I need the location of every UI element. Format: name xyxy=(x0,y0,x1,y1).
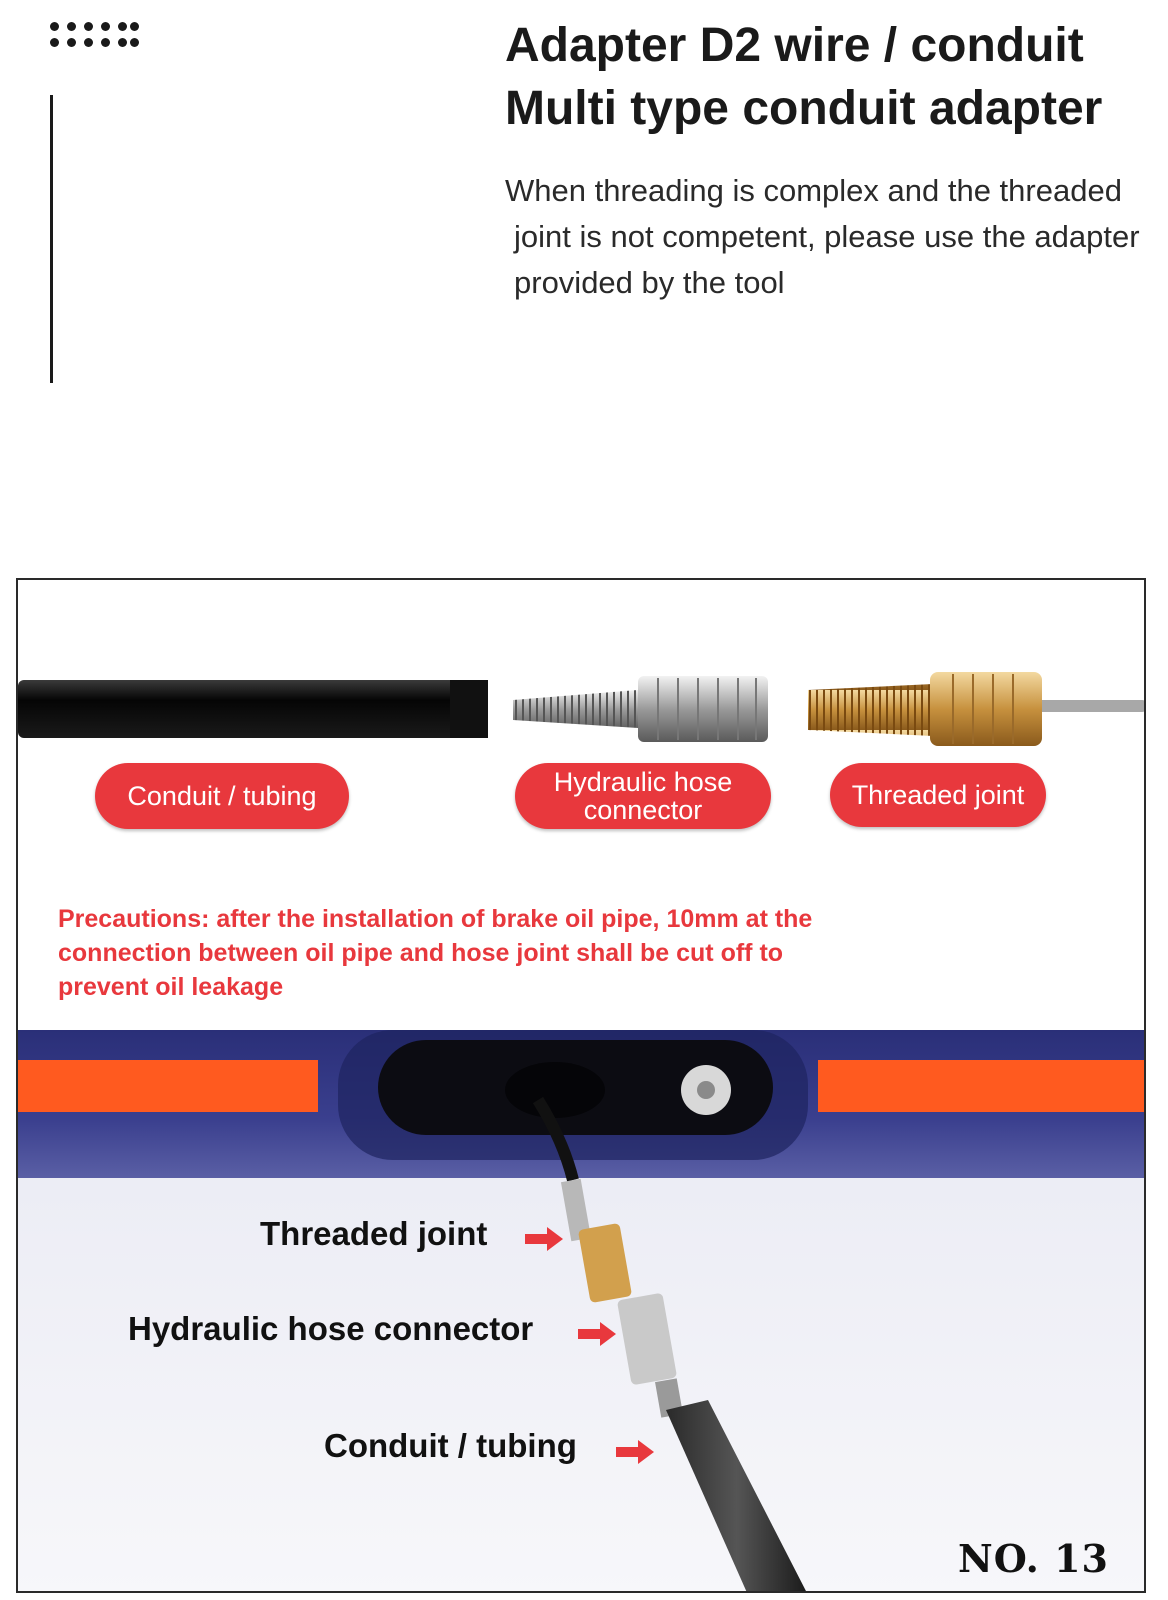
label-threaded-joint xyxy=(830,763,1046,827)
arrow-right-icon xyxy=(616,1440,656,1464)
arrow-right-icon xyxy=(578,1322,618,1346)
title-line-1: Adapter D2 wire / conduit xyxy=(505,19,1084,72)
desc-line-1: When threading is complex and the threaded xyxy=(505,173,1122,208)
callout-conduit-tubing xyxy=(324,1427,577,1465)
desc-line-3: provided by the tool xyxy=(514,265,785,300)
precaution-line-2: connection between oil pipe and hose joint shall be cut off to xyxy=(58,939,784,967)
conduit-tubing-image xyxy=(18,680,488,738)
precaution-line-3: prevent oil leakage xyxy=(58,973,284,1001)
arrow-right-icon xyxy=(525,1227,565,1251)
decorative-vertical-line xyxy=(50,95,53,383)
label-hydraulic-hose-connector xyxy=(515,763,771,829)
callout-hydraulic-hose-connector xyxy=(128,1310,533,1348)
label-hydraulic-line-1: Hydraulic hose xyxy=(553,767,733,797)
desc-line-2: joint is not competent, please use the adapter xyxy=(514,219,1140,254)
threaded-joint-image xyxy=(808,672,1146,746)
description xyxy=(505,168,1168,306)
title-line-2: Multi type conduit adapter xyxy=(505,82,1103,135)
dot-grid-icon xyxy=(50,22,142,56)
label-threaded-joint-text: Threaded joint xyxy=(851,780,1025,810)
precaution-line-1: Precautions: after the installation of brake oil pipe, 10mm at the xyxy=(58,905,813,933)
precaution-note xyxy=(58,902,958,1004)
callout-conduit-text: Conduit / tubing xyxy=(324,1427,577,1464)
callout-threaded-joint-text: Threaded joint xyxy=(260,1215,488,1252)
item-number-badge: NO. 13 xyxy=(958,1536,1109,1581)
label-conduit-tubing xyxy=(95,763,349,829)
label-conduit-tubing-text: Conduit / tubing xyxy=(127,781,317,811)
callout-threaded-joint xyxy=(260,1215,487,1253)
page-title xyxy=(505,14,1168,140)
hydraulic-hose-connector-image xyxy=(513,676,768,742)
callout-hydraulic-text: Hydraulic hose connector xyxy=(128,1310,534,1347)
product-panel xyxy=(16,578,1146,1593)
label-hydraulic-line-2: connector xyxy=(583,795,703,825)
